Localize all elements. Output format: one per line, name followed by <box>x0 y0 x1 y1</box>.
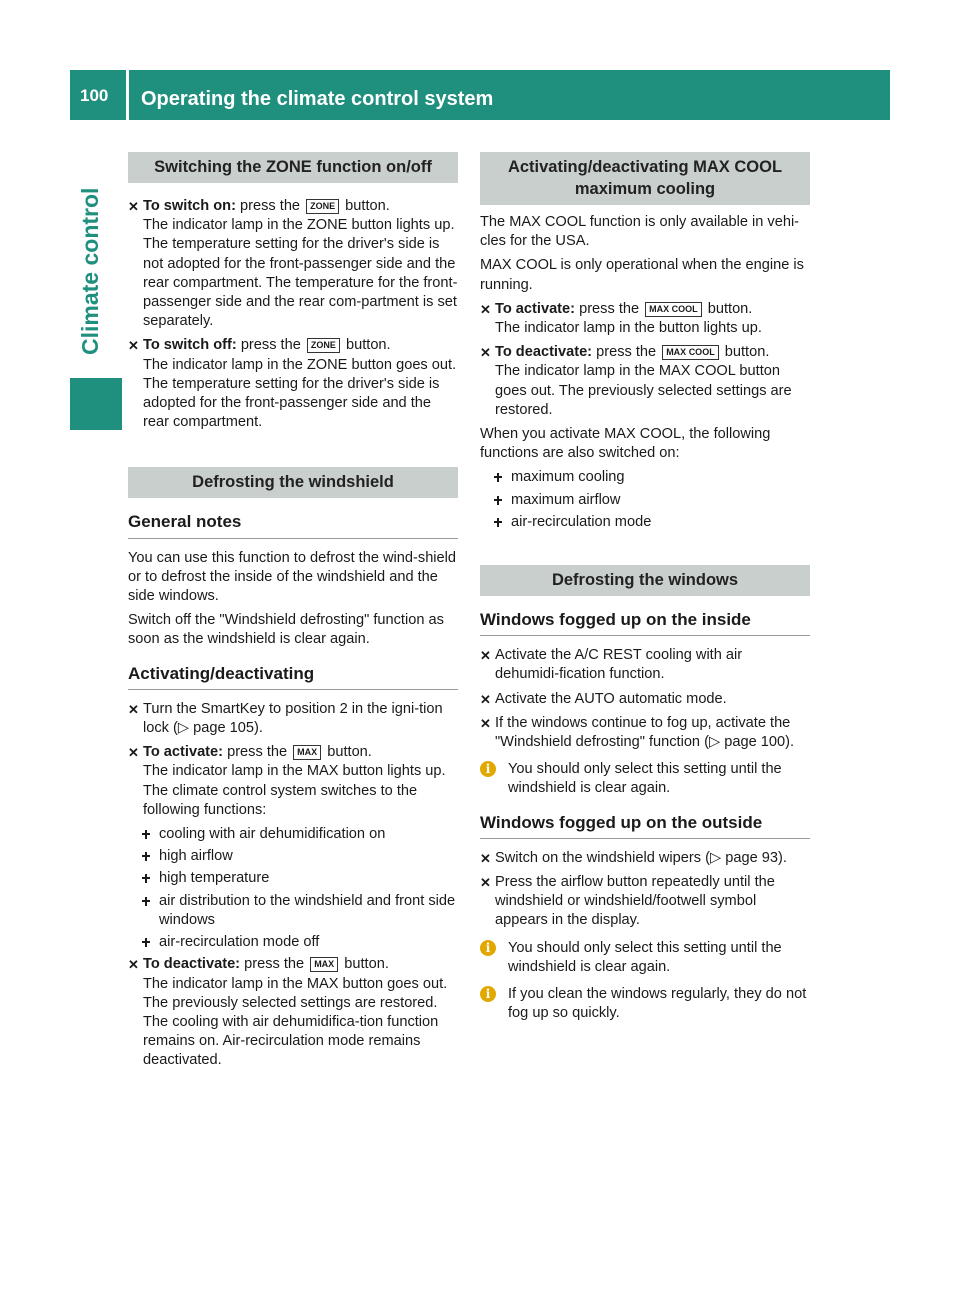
bullet-icon <box>495 520 500 525</box>
zone-on-detail: The indicator lamp in the ZONE button lights up. The temperature setting for the driver's side is not adopted for the front-passenger side and the rear compartment. The temperature for the front-passenger side and the rear com-partment is set separately. <box>143 217 458 330</box>
inside-step: ✕ Activate the AUTO automatic mode. <box>480 690 810 709</box>
list-item: high airflow <box>143 847 458 866</box>
general-notes-heading: General notes <box>128 512 458 538</box>
left-column <box>128 152 458 1076</box>
step-marker-icon: ✕ <box>128 199 139 214</box>
right-column <box>480 152 810 1030</box>
outside-step: ✕ Press the airflow button repeatedly until the windshield or windshield/footwell symbol appears in the display. <box>480 874 775 929</box>
step-marker-icon: ✕ <box>480 691 491 707</box>
zone-section-heading: Switching the ZONE function on/off <box>128 152 458 183</box>
step-marker-icon: ✕ <box>480 648 491 664</box>
defrost-deactivate-detail: The indicator lamp in the MAX button goes out. The previously selected settings are restored. The cooling with air dehumidifica-tion function remains on. Air-recirculation mode remains deactivated. <box>143 975 448 1069</box>
list-item: air distribution to the windshield and front side windows <box>143 892 458 930</box>
defrost-functions-list <box>128 825 458 952</box>
maxcool-deactivate-step: ✕ To deactivate: press the MAX COOL button. The indicator lamp in the MAX COOL button goes out. The previously selected settings are restored. <box>480 343 810 420</box>
page-number: 100 <box>80 86 109 105</box>
step-marker-icon: ✕ <box>480 850 491 866</box>
defrost-max-button-icon: MAX <box>293 745 321 760</box>
defrost-activate-detail: The indicator lamp in the MAX button lights up. The climate control system switches to the following functions: <box>143 763 446 818</box>
activating-heading: Activating/deactivating <box>128 664 458 690</box>
inside-step: ✕ Activate the A/C REST cooling with air dehumidi-fication function. <box>480 647 743 683</box>
list-item: air-recirculation mode <box>495 513 810 532</box>
maxcool-deactivate-detail: The indicator lamp in the MAX COOL button goes out. The previously selected settings are restored. <box>495 363 792 418</box>
outside-info-note: i You should only select this setting until the windshield is clear again. <box>480 939 810 977</box>
inside-info-note: i You should only select this setting until the windshield is clear again. <box>480 760 810 798</box>
defrost-activate-step: ✕ To activate: press the MAX button. The indicator lamp in the MAX button lights up. The climate control system switches to the following functions: <box>128 743 458 820</box>
smartkey-step: ✕ Turn the SmartKey to position 2 in the igni-tion lock (▷ page 105). <box>128 700 443 737</box>
list-item: high temperature <box>143 869 458 888</box>
step-marker-icon: ✕ <box>480 345 491 361</box>
side-tab-block <box>70 378 122 430</box>
bullet-icon <box>143 940 148 945</box>
maxcool-p1: The MAX COOL function is only available in vehi-cles for the USA. <box>480 214 800 250</box>
bullet-icon <box>495 498 500 503</box>
step-marker-icon: ✕ <box>480 301 491 317</box>
header-divider <box>126 70 129 120</box>
maxcool-section-heading: Activating/deactivating MAX COOL maximum cooling <box>480 152 810 205</box>
defrost-deactivate-step: ✕ To deactivate: press the MAX button. The indicator lamp in the MAX button goes out. The previously selected settings are restored. The cooling with air dehumidifica-tion function remains on. Air-recirculation mode remains deactivated. <box>128 955 458 1070</box>
step-marker-icon: ✕ <box>128 957 139 973</box>
list-item: maximum cooling <box>495 468 810 487</box>
inside-step: ✕ If the windows continue to fog up, activate the "Windshield defrosting" function (▷ page 100). <box>480 714 795 751</box>
zone-off-step: ✕ To switch off: press the ZONE button. The indicator lamp in the ZONE button goes out. The temperature setting for the driver's side is adopted for the front-passenger side and the rear compartment. <box>128 336 458 432</box>
defrost-windshield-heading: Defrosting the windshield <box>128 467 458 498</box>
step-marker-icon: ✕ <box>128 338 139 354</box>
maxcool-activate-detail: The indicator lamp in the button lights up. <box>495 320 762 337</box>
info-icon: i <box>480 940 496 956</box>
max-cool-button-icon: MAX COOL <box>645 302 702 317</box>
zone-on-step: ✕ To switch on: press the ZONE button. The indicator lamp in the ZONE button lights up. The temperature setting for the driver's side is not adopted for the front-passenger side and the rear compartment. The temperature for the front-passenger side and the rear com-partment is set separately. <box>128 197 458 331</box>
bullet-icon <box>143 832 148 837</box>
zone-button-icon: ZONE <box>306 199 339 214</box>
defrost-max-button-icon: MAX <box>310 957 338 972</box>
defrost-windows-heading: Defrosting the windows <box>480 565 810 596</box>
step-marker-icon: ✕ <box>480 715 491 731</box>
maxcool-functions-list <box>480 468 810 532</box>
step-marker-icon: ✕ <box>480 875 491 891</box>
info-icon: i <box>480 986 496 1002</box>
maxcool-p3: When you activate MAX COOL, the following functions are also switched on: <box>480 426 771 462</box>
bullet-icon <box>143 854 148 859</box>
zone-button-icon: ZONE <box>307 338 340 353</box>
page-title: Operating the climate control system <box>141 88 494 110</box>
inside-fog-heading: Windows fogged up on the inside <box>480 610 810 636</box>
zone-off-detail: The indicator lamp in the ZONE button goes out. The temperature setting for the driver's side is adopted for the front-passenger side and the rear compartment. <box>143 356 457 431</box>
outside-info-note: i If you clean the windows regularly, they do not fog up so quickly. <box>480 985 810 1023</box>
outside-step: ✕ Switch on the windshield wipers (▷ page 93). <box>480 849 810 868</box>
list-item: cooling with air dehumidification on <box>143 825 458 844</box>
general-notes-p1: You can use this function to defrost the wind-shield or to defrost the inside of the windshield and the side windows. <box>128 549 457 605</box>
list-item: air-recirculation mode off <box>143 933 458 952</box>
list-item: maximum airflow <box>495 491 810 510</box>
section-side-label: Climate control <box>77 187 103 355</box>
max-cool-button-icon: MAX COOL <box>662 345 719 360</box>
step-marker-icon: ✕ <box>128 701 139 717</box>
bullet-icon <box>495 475 500 480</box>
maxcool-activate-step: ✕ To activate: press the MAX COOL button. The indicator lamp in the button lights up. <box>480 300 810 338</box>
outside-fog-heading: Windows fogged up on the outside <box>480 813 810 839</box>
bullet-icon <box>143 899 148 904</box>
general-notes-p2: Switch off the "Windshield defrosting" function as soon as the windshield is clear again. <box>128 612 444 648</box>
step-marker-icon: ✕ <box>128 745 139 761</box>
info-icon: i <box>480 761 496 777</box>
bullet-icon <box>143 876 148 881</box>
maxcool-p2: MAX COOL is only operational when the engine is running. <box>480 257 804 293</box>
